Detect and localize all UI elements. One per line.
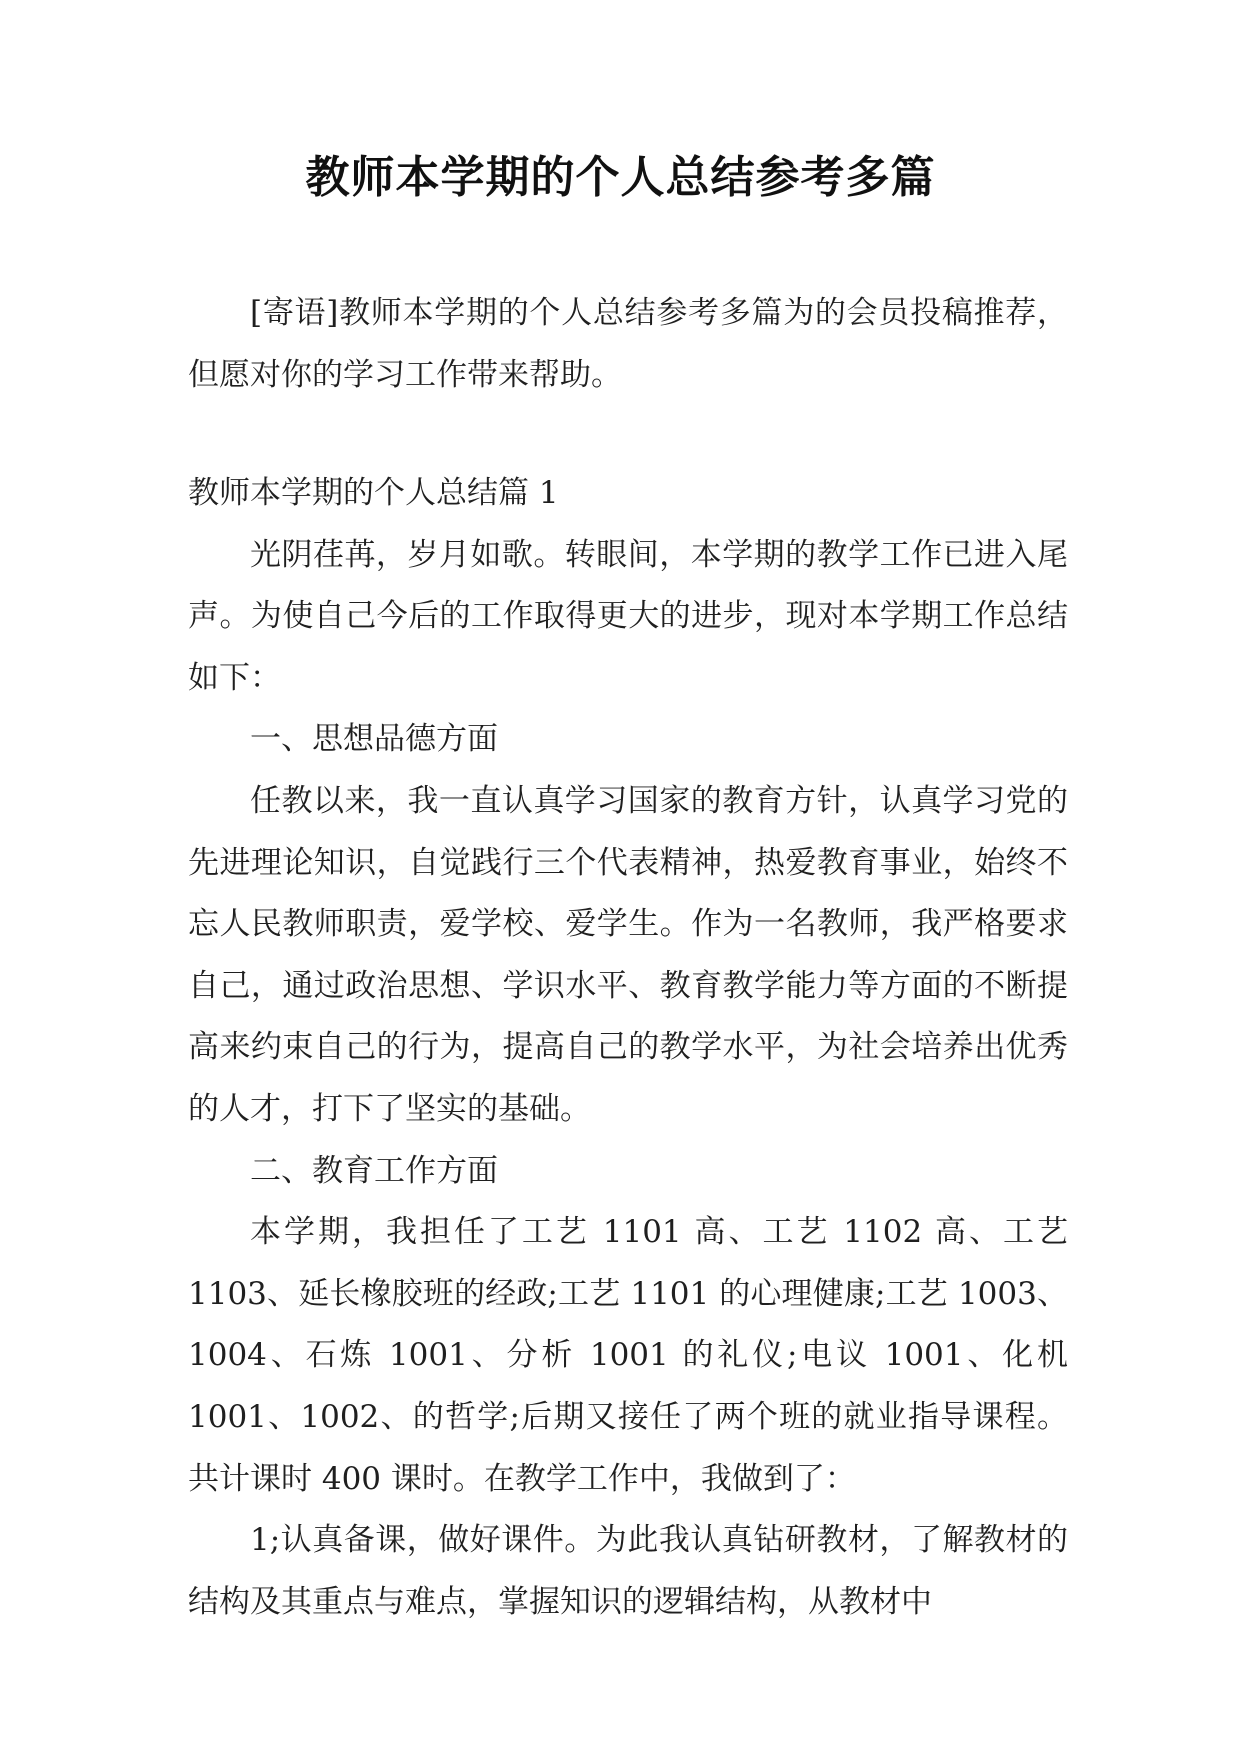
subheading: 二、教育工作方面 [250, 1152, 498, 1189]
subheading: 一、思想品德方面 [250, 721, 498, 758]
intro-block [188, 283, 1068, 406]
paragraph: 1;认真备课，做好课件。为此我认真钻研教材，了解教材的结构及其重点与难点，掌握知识的逻辑结构，从教材中 [188, 1522, 1068, 1620]
intro-paragraph: [寄语]教师本学期的个人总结参考多篇为的会员投稿推荐，但愿对你的学习工作带来帮助。 [188, 295, 1068, 393]
document-body [188, 463, 1068, 1633]
paragraph: 任教以来，我一直认真学习国家的教育方针，认真学习党的先进理论知识，自觉践行三个代表精神，热爱教育事业，始终不忘人民教师职责，爱学校、爱学生。作为一名教师，我严格要求自己，通过政治思想、学识水平、教育教学能力等方面的不断提高来约束自己的行为，提高自己的教学水平，为社会培养出优秀的人才，打下了坚实的基础。 [188, 782, 1068, 1127]
document-title: 教师本学期的个人总结参考多篇 [305, 152, 936, 203]
paragraph: 本学期，我担任了工艺 1101 高、工艺 1102 高、工艺 1103、延长橡胶班的经政;工艺 1101 的心理健康;工艺 1003、1004、石炼 1001、分析 1001 的礼仪;电议 1001、化机 1001、1002、的哲学;后期又接任了两个班的就业指导课程。共计课时 400 课时。在教学工作中，我做到了： [188, 1214, 1068, 1497]
paragraph: 光阴荏苒，岁月如歌。转眼间，本学期的教学工作已进入尾声。为使自己今后的工作取得更大的进步，现对本学期工作总结如下： [188, 536, 1068, 696]
section-title: 教师本学期的个人总结篇 1 [188, 475, 559, 511]
